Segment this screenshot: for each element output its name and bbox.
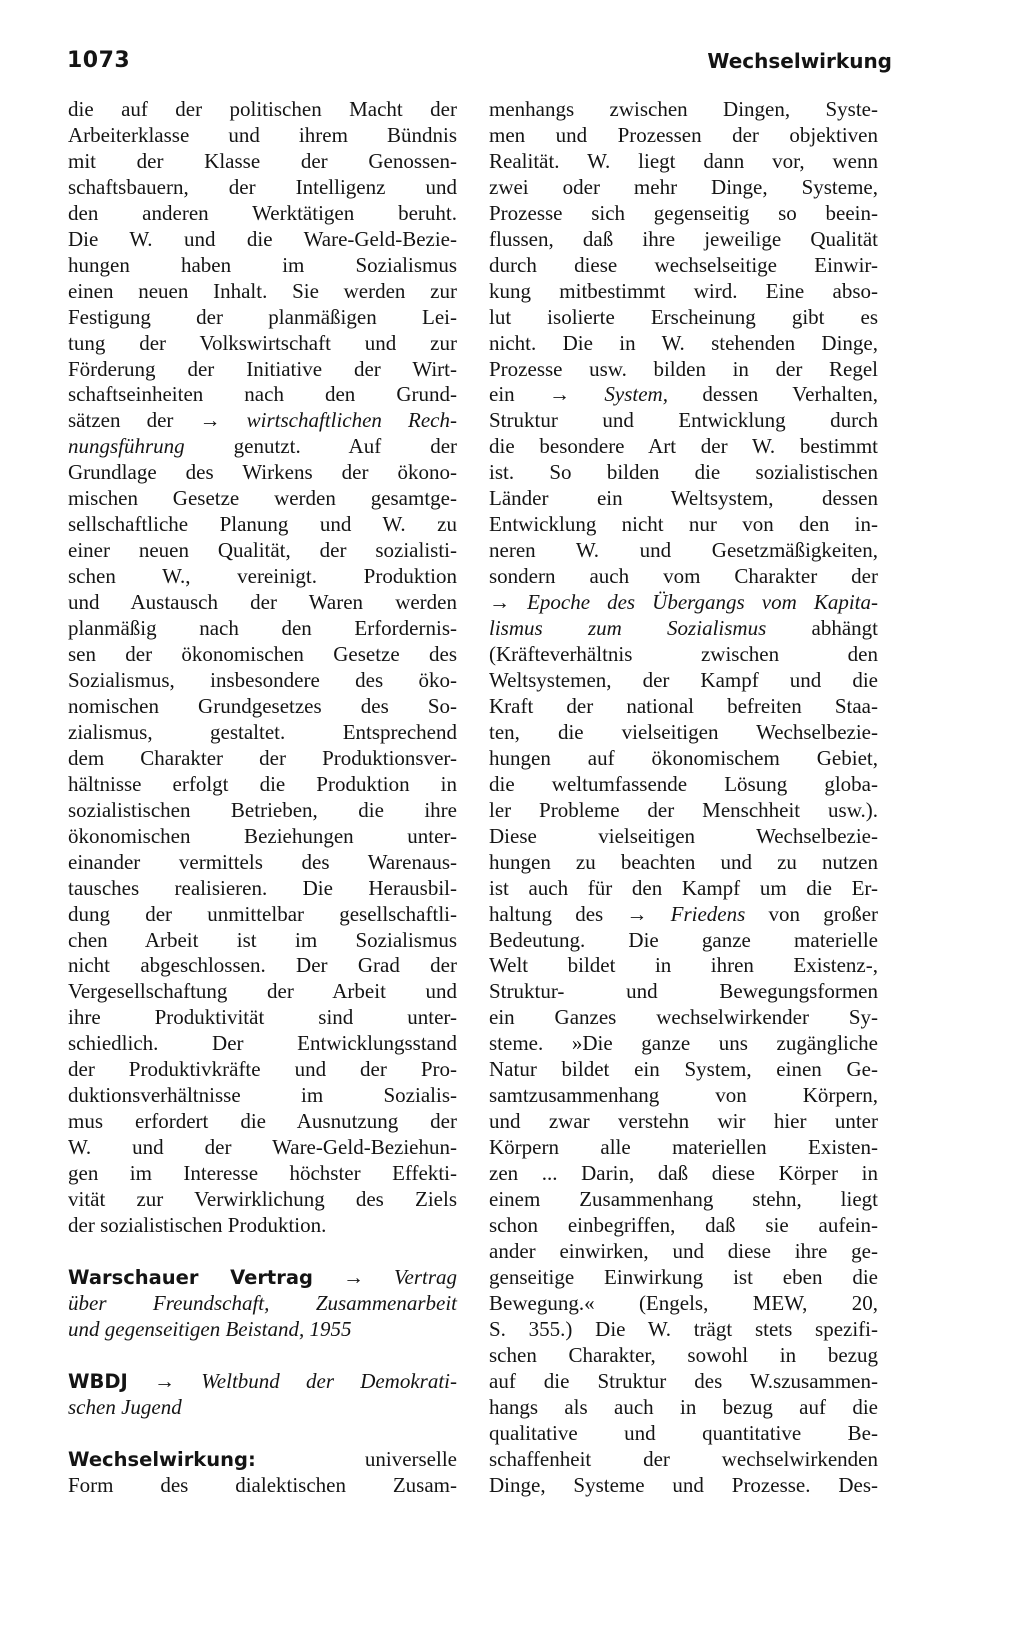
text-line: ler Probleme der Menschheit usw.). (489, 797, 878, 822)
entry-wechselwirkung-continued (489, 97, 878, 1498)
text-line: Prozesse usw. bilden in der Regel (489, 356, 878, 381)
entry-warschauer-vertrag (68, 1265, 457, 1343)
text-line: gen im Interesse höchster Effekti- (68, 1161, 457, 1186)
text-line: men und Prozessen der objektiven (489, 122, 878, 147)
text-line-with-reference (68, 408, 457, 434)
see-arrow: → (626, 901, 648, 926)
running-head: Wechselwirkung (707, 49, 892, 73)
text-line: einer neuen Qualität, der sozialisti- (68, 538, 457, 563)
headword: Warschauer Vertrag (68, 1265, 313, 1289)
text-line: hangs als auch in bezug auf die (489, 1394, 878, 1419)
page-number: 1073 (67, 48, 131, 73)
cross-reference-epoche[interactable]: Epoche des Übergangs vom Kapita- (527, 590, 879, 615)
text-line: Körpern alle materiellen Existen- (489, 1135, 878, 1160)
entry-wbdj (68, 1369, 457, 1421)
cross-reference-vertrag[interactable]: Vertrag (394, 1264, 458, 1289)
text-line: ander einwirken, und diese ihre ge- (489, 1238, 878, 1263)
text-line: Struktur und Entwicklung durch (489, 408, 878, 433)
text-line: die auf der politischen Macht der (68, 97, 457, 121)
text-line: kung mitbestimmt wird. Eine abso- (489, 278, 878, 303)
text-line: auf die Struktur des W.szusammen- (489, 1368, 878, 1393)
text-line: Weltsystemen, der Kampf und die (489, 667, 878, 692)
entry-continuation (68, 97, 457, 1239)
text-line: steme. »Die ganze uns zugängliche (489, 1031, 878, 1056)
see-arrow: → (343, 1264, 365, 1289)
cross-reference-epoche-cont[interactable]: lismus zum Sozialismus (489, 616, 767, 641)
text-fragment: ein (489, 382, 515, 407)
text-line-with-reference (489, 902, 878, 928)
text-fragment: dessen Verhalten, (702, 382, 878, 407)
text-line: ökonomischen Beziehungen unter- (68, 823, 457, 848)
text-line: Arbeiterklasse und ihrem Bündnis (68, 122, 457, 147)
text-line: ten, die vielseitigen Wechselbezie- (489, 719, 878, 744)
text-fragment: haltung des (489, 901, 604, 926)
text-line: Bewegung.« (Engels, MEW, 20, (489, 1290, 878, 1315)
text-line: ist. So bilden die sozialistischen (489, 460, 878, 485)
text-line: Förderung der Initiative der Wirt- (68, 356, 457, 381)
text-line: dem Charakter der Produktionsver- (68, 745, 457, 770)
text-line: Diese vielseitigen Wechselbezie- (489, 823, 878, 848)
text-line: dung der unmittelbar gesellschaftli- (68, 901, 457, 926)
text-line: der sozialistischen Produktion. (68, 1212, 327, 1237)
text-fragment: genutzt. Auf der (233, 434, 458, 459)
text-line: den anderen Werktätigen beruht. (68, 200, 457, 225)
text-line: schaftsbauern, der Intelligenz und (68, 174, 457, 199)
text-line: Natur bildet ein System, einen Ge- (489, 1057, 878, 1082)
text-line: nicht abgeschlossen. Der Grad der (68, 953, 457, 978)
text-line: einander vermittels des Warenaus- (68, 849, 457, 874)
text-line: W. und der Ware-Geld-Beziehun- (68, 1135, 457, 1160)
text-line-with-reference (489, 382, 878, 408)
text-line: lut isolierte Erscheinung gibt es (489, 304, 878, 329)
text-line: hungen zu beachten und zu nutzen (489, 849, 878, 874)
text-line: Vergesellschaftung der Arbeit und (68, 979, 457, 1004)
text-line: Festigung der planmäßigen Lei- (68, 304, 457, 329)
see-arrow: → (489, 590, 510, 615)
text-line: schaffenheit der wechselwirkenden (489, 1446, 878, 1471)
text-line: samtzusammenhang von Körpern, (489, 1083, 878, 1108)
text-line: Kraft der national befreiten Staa- (489, 693, 878, 718)
cross-reference-vertrag-cont[interactable]: und gegenseitigen Beistand, 1955 (68, 1316, 352, 1341)
text-line: mit der Klasse der Genossen- (68, 148, 457, 173)
text-line: Sozialismus, insbesondere des öko- (68, 667, 457, 692)
text-line: chen Arbeit ist im Sozialismus (68, 927, 457, 952)
text-line: Grundlage des Wirkens der ökono- (68, 460, 457, 485)
text-line: tung der Volkswirtschaft und zur (68, 330, 457, 355)
text-line: nicht. Die in W. stehenden Dinge, (489, 330, 878, 355)
text-line: Prozesse sich gegenseitig so beein- (489, 200, 878, 225)
see-arrow: → (549, 382, 571, 407)
text-line: die besondere Art der W. bestimmt (489, 434, 878, 459)
entry-wechselwirkung (68, 1447, 457, 1499)
text-line: einem Zusammenhang stehn, liegt (489, 1187, 878, 1212)
cross-reference-weltbund[interactable]: Weltbund der Demokrati- (201, 1368, 457, 1393)
text-line: die weltumfassende Lösung globa- (489, 771, 878, 796)
text-line: Struktur- und Bewegungsformen (489, 979, 878, 1004)
text-line: vität zur Verwirklichung des Ziels (68, 1187, 457, 1212)
text-line: S. 355.) Die W. trägt stets spezifi- (489, 1316, 878, 1341)
text-line: zwei oder mehr Dinge, Systeme, (489, 174, 878, 199)
text-line: und Austausch der Waren werden (68, 590, 457, 615)
text-line: sen der ökonomischen Gesetze des (68, 642, 457, 667)
text-line: Dinge, Systeme und Prozesse. Des- (489, 1472, 878, 1497)
text-line: hungen haben im Sozialismus (68, 252, 457, 277)
entry-line (68, 1447, 457, 1473)
text-line: der Produktivkräfte und der Pro- (68, 1057, 457, 1082)
text-line: schiedlich. Der Entwicklungsstand (68, 1031, 457, 1056)
text-line: hältnisse erfolgt die Produktion in (68, 771, 457, 796)
text-line-with-reference (489, 616, 878, 642)
text-line: Länder ein Weltsystem, dessen (489, 486, 878, 511)
cross-reference-wirtschaftliche-rechnungsfuehrung-cont[interactable]: nungsführung (68, 434, 185, 459)
text-line: planmäßig nach den Erfordernis- (68, 616, 457, 641)
text-line: qualitative und quantitative Be- (489, 1420, 878, 1445)
cross-reference-frieden[interactable]: Friedens (670, 901, 746, 926)
text-fragment: sätzen der (68, 408, 174, 433)
text-line: durch diese wechselseitige Einwir- (489, 252, 878, 277)
text-line-with-reference (68, 434, 457, 460)
text-line: menhangs zwischen Dingen, Syste- (489, 97, 878, 121)
text-line: hungen auf ökonomischem Gebiet, (489, 745, 878, 770)
text-line: Welt bildet in ihren Existenz-, (489, 953, 878, 978)
text-line-with-reference (489, 590, 878, 616)
cross-reference-wirtschaftliche-rechnungsfuehrung[interactable]: wirtschaftlichen Rech- (246, 408, 457, 433)
text-line: duktionsverhältnisse im Sozialis- (68, 1083, 457, 1108)
entry-line (68, 1369, 457, 1395)
text-line: mischen Gesetze werden gesamtge- (68, 486, 457, 511)
text-line: ist auch für den Kampf um die Er- (489, 875, 878, 900)
text-line: tausches realisieren. Die Herausbil- (68, 875, 457, 900)
right-column (489, 97, 878, 1498)
see-arrow: → (199, 408, 221, 433)
text-line: schon einbegriffen, daß sie aufein- (489, 1212, 878, 1237)
text-line: mus erfordert die Ausnutzung der (68, 1109, 457, 1134)
text-line: sozialistischen Betrieben, die ihre (68, 797, 457, 822)
text-fragment: universelle (364, 1446, 457, 1471)
text-line: Entwicklung nicht nur von den in- (489, 512, 878, 537)
cross-reference-weltbund-cont[interactable]: schen Jugend (68, 1394, 182, 1419)
text-line: Bedeutung. Die ganze materielle (489, 927, 878, 952)
headword: Wechselwirkung: (68, 1447, 256, 1471)
left-column (68, 97, 457, 1499)
text-fragment: abhängt (811, 616, 879, 641)
text-line: ihre Produktivität sind unter- (68, 1005, 457, 1030)
text-line: genseitige Einwirkung ist eben die (489, 1264, 878, 1289)
text-line: zialismus, gestaltet. Entsprechend (68, 719, 457, 744)
text-line: einen neuen Inhalt. Sie werden zur (68, 278, 457, 303)
entry-line (68, 1265, 457, 1291)
text-line: sondern auch vom Charakter der (489, 564, 878, 589)
see-arrow: → (154, 1368, 176, 1393)
text-line: sellschaftliche Planung und W. zu (68, 512, 457, 537)
text-line: neren W. und Gesetzmäßigkeiten, (489, 538, 878, 563)
text-line: und zwar verstehn wir hier unter (489, 1109, 878, 1134)
text-line: schen W., vereinigt. Produktion (68, 564, 457, 589)
text-line: zen ... Darin, daß diese Körper in (489, 1161, 878, 1186)
text-line: flussen, daß ihre jeweilige Qualität (489, 226, 878, 251)
text-line: Die W. und die Ware-Geld-Bezie- (68, 226, 457, 251)
text-line: Realität. W. liegt dann vor, wenn (489, 148, 878, 173)
text-line: (Kräfteverhältnis zwischen den (489, 642, 878, 667)
text-line: Form des dialektischen Zusam- (68, 1472, 457, 1497)
headword: WBDJ (68, 1369, 128, 1393)
text-line: nomischen Grundgesetzes des So- (68, 693, 457, 718)
text-line: schaftseinheiten nach den Grund- (68, 382, 457, 407)
cross-reference-system[interactable]: System, (604, 382, 668, 407)
text-line: ein Ganzes wechselwirkender Sy- (489, 1005, 878, 1030)
cross-reference-vertrag-cont[interactable]: über Freundschaft, Zusammenarbeit (68, 1290, 457, 1315)
text-fragment: von großer (768, 901, 879, 926)
text-line: schen Charakter, sowohl in bezug (489, 1342, 878, 1367)
